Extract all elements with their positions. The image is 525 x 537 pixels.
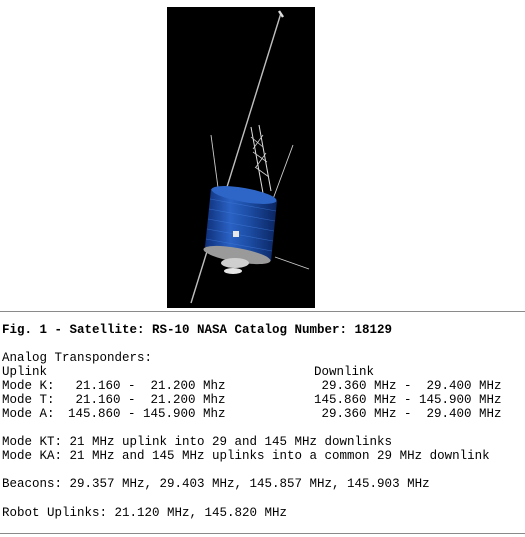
uplink-header: Uplink <box>2 365 48 379</box>
bottom-divider <box>0 533 525 534</box>
robot-uplinks-line: Robot Uplinks: 21.120 MHz, 145.820 MHz <box>2 506 288 520</box>
top-divider <box>0 311 525 312</box>
downlink-header: Downlink <box>314 365 375 379</box>
satellite-photo <box>167 7 315 308</box>
mode-t-uplink: 21.160 - 21.200 Mhz <box>68 393 226 407</box>
mode-k-downlink: 29.360 MHz - 29.400 MHz <box>314 379 502 393</box>
figure-caption: Fig. 1 - Satellite: RS-10 NASA Catalog Number: 18129 <box>2 323 393 337</box>
mode-k-uplink: 21.160 - 21.200 Mhz <box>68 379 226 393</box>
mode-ka-description: Mode KA: 21 MHz and 145 MHz uplinks into a common 29 MHz downlink <box>2 449 490 463</box>
mode-t-label: Mode T: <box>2 393 55 407</box>
mode-t-downlink: 145.860 MHz - 145.900 MHz <box>314 393 502 407</box>
mode-a-uplink: 145.860 - 145.900 Mhz <box>68 407 226 421</box>
mode-a-downlink: 29.360 MHz - 29.400 MHz <box>314 407 502 421</box>
mode-a-label: Mode A: <box>2 407 55 421</box>
satellite-illustration <box>167 7 315 308</box>
mode-k-label: Mode K: <box>2 379 55 393</box>
transponders-heading: Analog Transponders: <box>2 351 153 365</box>
mode-kt-description: Mode KT: 21 MHz uplink into 29 and 145 MHz downlinks <box>2 435 393 449</box>
beacons-line: Beacons: 29.357 MHz, 29.403 MHz, 145.857 MHz, 145.903 MHz <box>2 477 430 491</box>
